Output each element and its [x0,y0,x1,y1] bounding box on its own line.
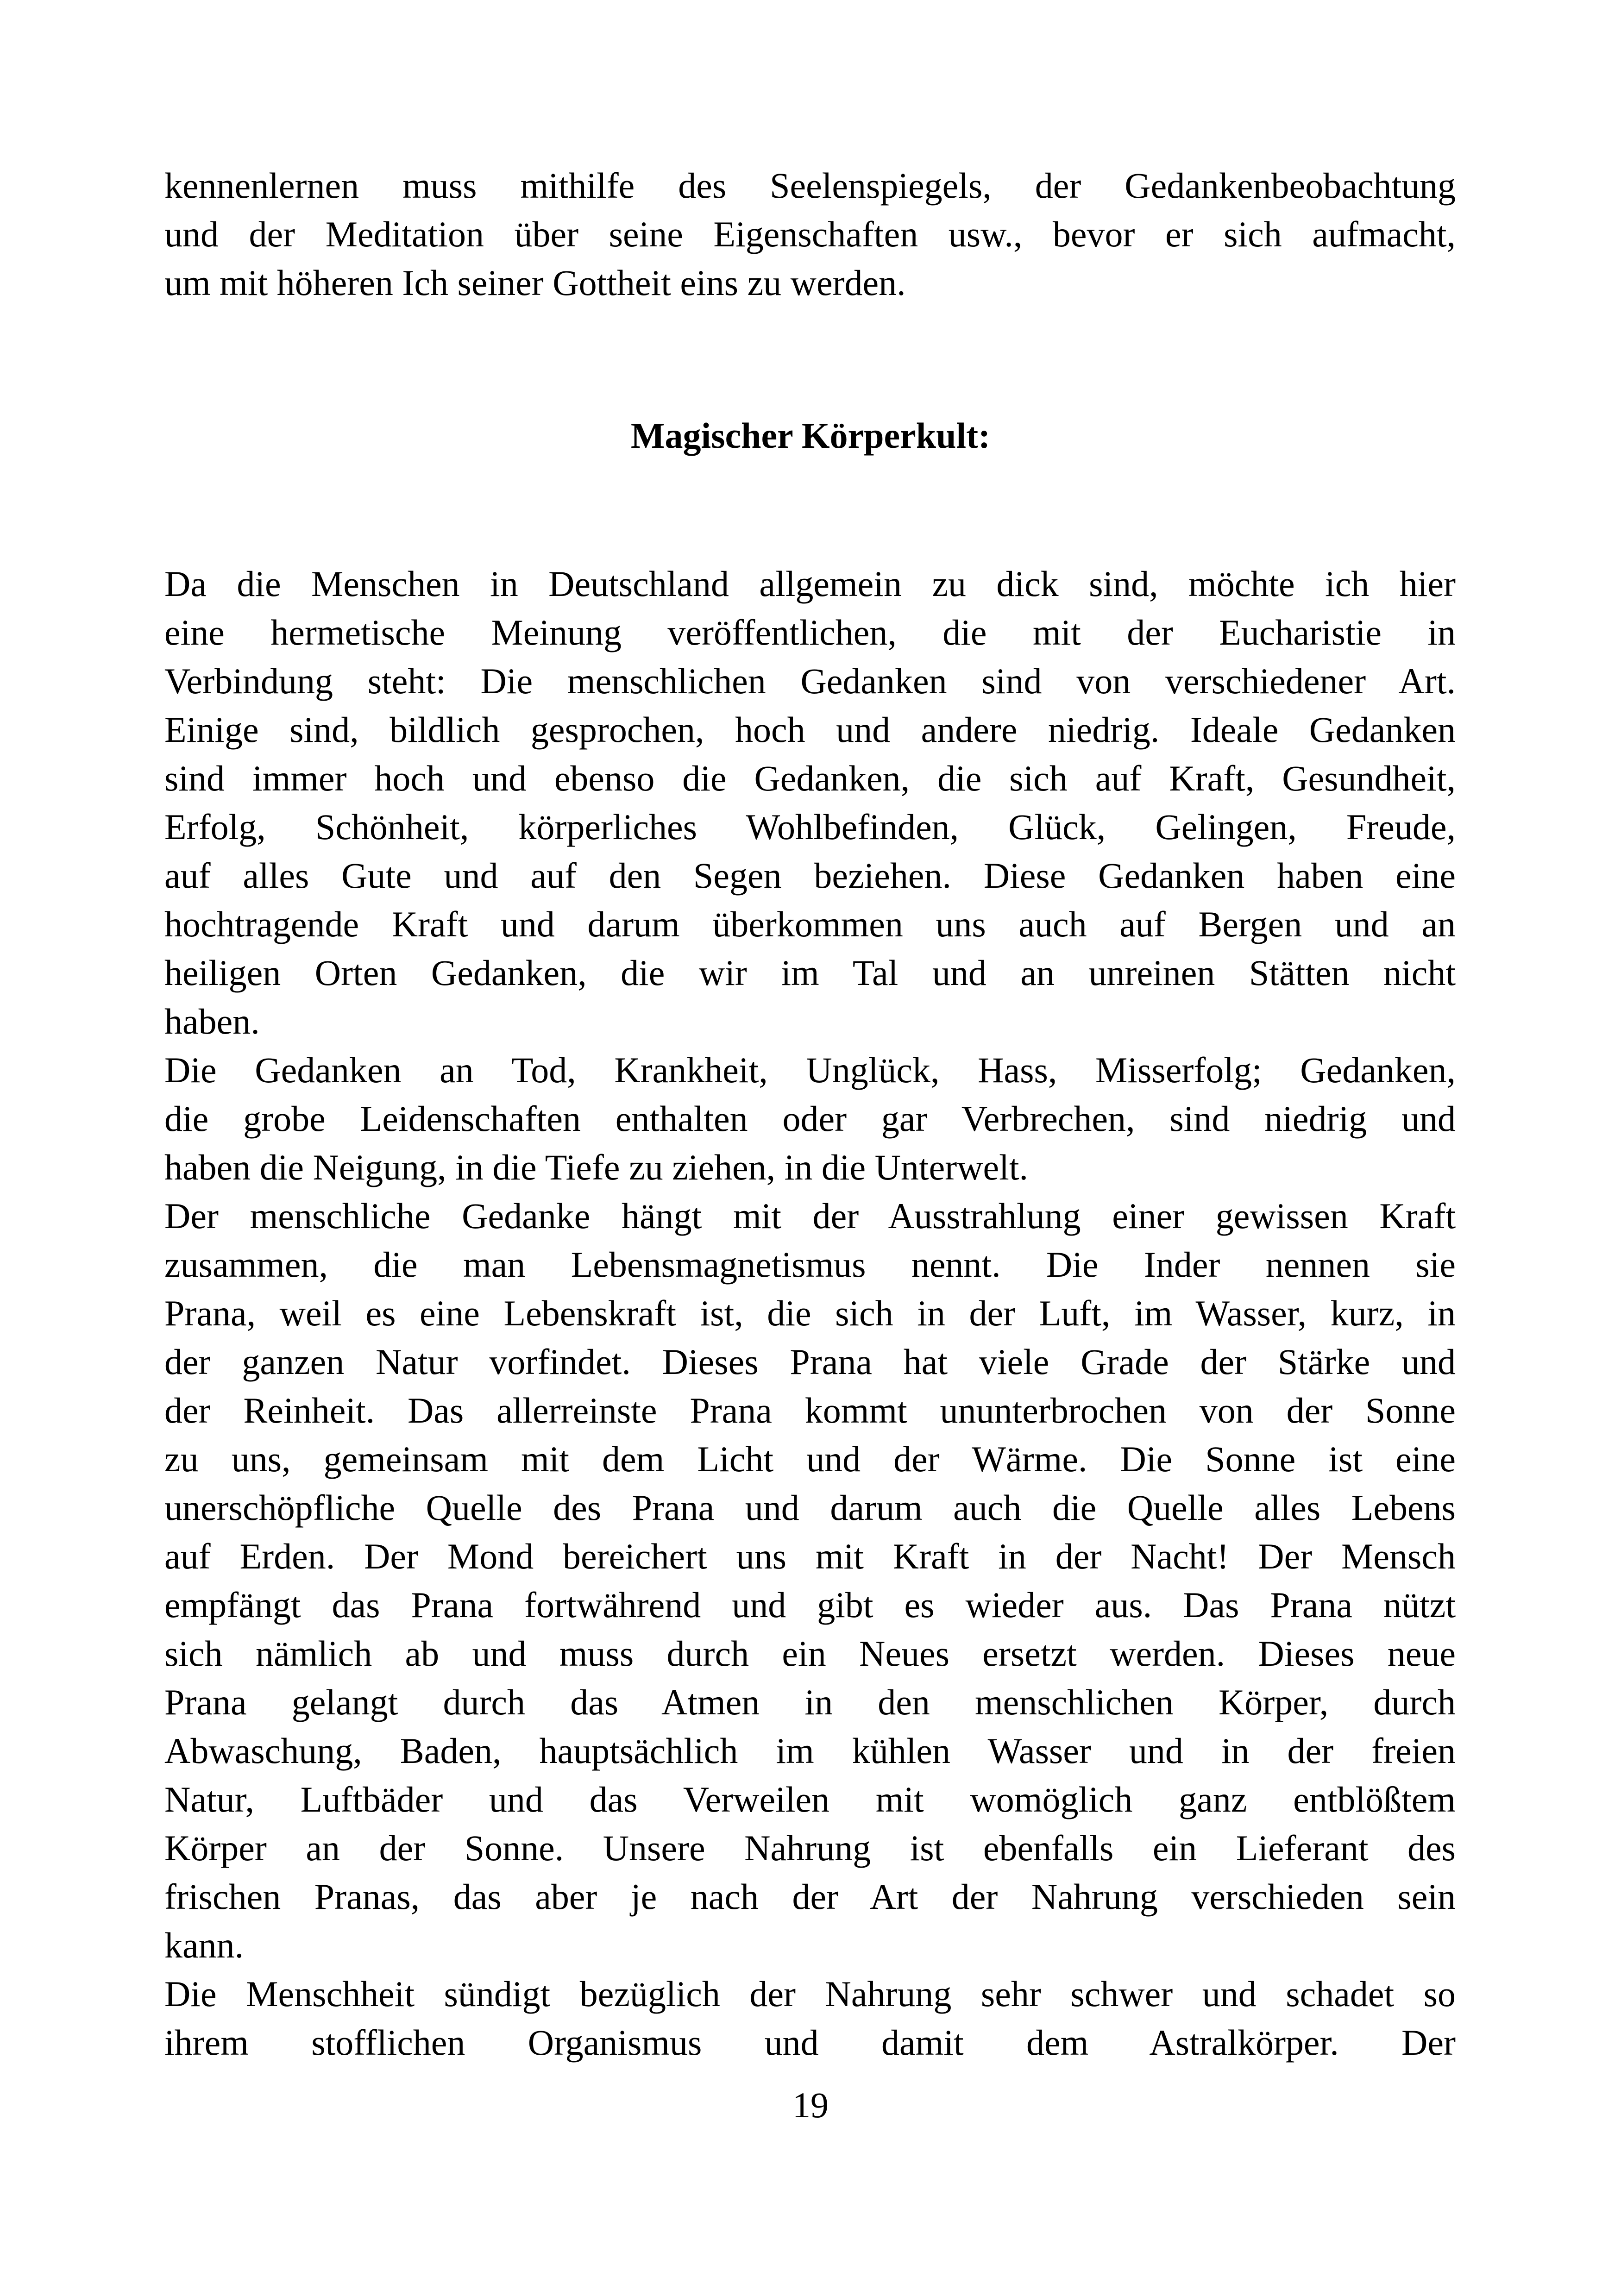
text-line: empfängt das Prana fortwährend und gibt es wieder aus. Das Prana nützt [164,1585,1456,1625]
text-line: Prana gelangt durch das Atmen in den menschlichen Körper, durch [164,1682,1456,1722]
paragraph [164,1046,1456,1192]
text-line: heiligen Orten Gedanken, die wir im Tal und an unreinen Stätten nicht [164,953,1456,993]
text-line: haben die Neigung, in die Tiefe zu ziehen, in die Unterwelt. [164,1147,1028,1187]
text-line: um mit höheren Ich seiner Gottheit eins zu werden. [164,263,906,303]
text-line: der Reinheit. Das allerreinste Prana kommt ununterbrochen von der Sonne [164,1390,1456,1430]
text-line: Da die Menschen in Deutschland allgemein zu dick sind, möchte ich hier [164,564,1456,604]
text-line: Die Menschheit sündigt bezüglich der Nahrung sehr schwer und schadet so [164,1974,1456,2014]
text-line: haben. [164,1001,260,1041]
main-text-block [164,559,1456,2067]
text-line: ihrem stofflichen Organismus und damit dem Astralkörper. Der [164,2022,1456,2063]
text-line: hochtragende Kraft und darum überkommen uns auch auf Bergen und an [164,904,1456,944]
text-line: zusammen, die man Lebensmagnetismus nennt. Die Inder nennen sie [164,1244,1456,1285]
text-line: Erfolg, Schönheit, körperliches Wohlbefinden, Glück, Gelingen, Freude, [164,807,1456,847]
text-line: Natur, Luftbäder und das Verweilen mit womöglich ganz entblößtem [164,1779,1456,1819]
text-line: und der Meditation über seine Eigenschaften usw., bevor er sich aufmacht, [164,214,1456,254]
text-line: sich nämlich ab und muss durch ein Neues ersetzt werden. Dieses neue [164,1633,1456,1674]
text-line: Körper an der Sonne. Unsere Nahrung ist ebenfalls ein Lieferant des [164,1828,1456,1868]
text-line: frischen Pranas, das aber je nach der Art der Nahrung verschieden sein [164,1876,1456,1917]
text-line: Die Gedanken an Tod, Krankheit, Unglück, Hass, Misserfolg; Gedanken, [164,1050,1456,1090]
text-line: kann. [164,1925,244,1965]
text-line: Verbindung steht: Die menschlichen Gedanken sind von verschiedener Art. [164,661,1456,701]
text-line: Der menschliche Gedanke hängt mit der Ausstrahlung einer gewissen Kraft [164,1196,1456,1236]
paragraph-continued [164,161,1456,307]
text-line: kennenlernen muss mithilfe des Seelenspiegels, der Gedankenbeobachtung [164,165,1456,206]
section-heading: Magischer Körperkult: [630,415,991,456]
text-line: auf Erden. Der Mond bereichert uns mit Kraft in der Nacht! Der Mensch [164,1536,1456,1576]
paragraph [164,1192,1456,1970]
paragraph [164,559,1456,1046]
text-line: die grobe Leidenschaften enthalten oder gar Verbrechen, sind niedrig und [164,1098,1456,1139]
page-number: 19 [792,2085,829,2125]
text-line: Einige sind, bildlich gesprochen, hoch und andere niedrig. Ideale Gedanken [164,709,1456,750]
text-line: sind immer hoch und ebenso die Gedanken, die sich auf Kraft, Gesundheit, [164,758,1456,798]
text-line: der ganzen Natur vorfindet. Dieses Prana hat viele Grade der Stärke und [164,1342,1456,1382]
paragraph [164,1970,1456,2067]
text-line: zu uns, gemeinsam mit dem Licht und der Wärme. Die Sonne ist eine [164,1439,1456,1479]
text-line: Prana, weil es eine Lebenskraft ist, die sich in der Luft, im Wasser, kurz, in [164,1293,1456,1333]
text-line: Abwaschung, Baden, hauptsächlich im kühlen Wasser und in der freien [164,1731,1456,1771]
text-line: eine hermetische Meinung veröffentlichen, die mit der Eucharistie in [164,612,1456,652]
text-line: auf alles Gute und auf den Segen beziehen. Diese Gedanken haben eine [164,855,1456,896]
text-line: unerschöpfliche Quelle des Prana und darum auch die Quelle alles Lebens [164,1487,1456,1528]
